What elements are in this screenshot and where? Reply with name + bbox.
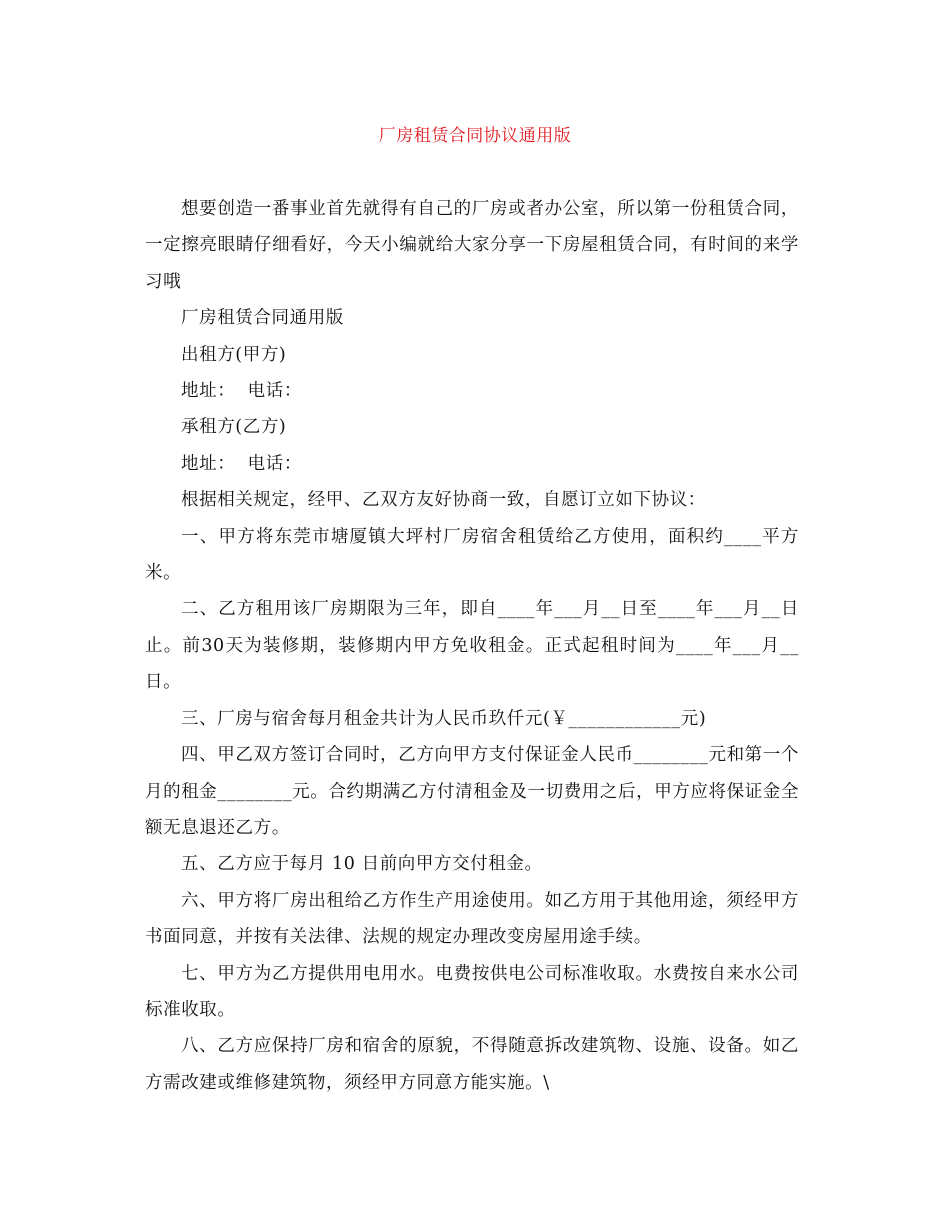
clause-1: 一、甲方将东莞市塘厦镇大坪村厂房宿舍租赁给乙方使用，面积约____平方米。 bbox=[145, 526, 799, 584]
party-b-label: 承租方(乙方) bbox=[181, 417, 287, 438]
clause-6: 六、甲方将厂房出租给乙方作生产用途使用。如乙方用于其他用途，须经甲方书面同意，并按有关法律、法规的规定办理改变房屋用途手续。 bbox=[145, 890, 799, 948]
clause-7: 七、甲方为乙方提供用电用水。电费按供电公司标准收取。水费按自来水公司标准收取。 bbox=[145, 963, 799, 1020]
clause-4: 四、甲乙双方签订合同时，乙方向甲方支付保证金人民币________元和第一个月的租金________元。合约期满乙方付清租金及一切费用之后，甲方应将保证金全额无息退还乙方。 bbox=[145, 745, 799, 838]
document-title: 厂房租赁合同协议通用版 bbox=[378, 126, 572, 146]
clause-5: 五、乙方应于每月 10 日前向甲方交付租金。 bbox=[181, 854, 543, 875]
party-a-label: 出租方(甲方) bbox=[181, 344, 287, 365]
document-body bbox=[145, 191, 799, 1101]
contract-subtitle: 厂房租赁合同通用版 bbox=[181, 308, 344, 329]
clause-3: 三、厂房与宿舍每月租金共计为人民币玖仟元(￥____________元) bbox=[181, 708, 707, 729]
clause-2: 二、乙方租用该厂房期限为三年，即自____年___月__日至____年___月__日止。前30天为装修期，装修期内甲方免收租金。正式起租时间为____年___月__日。 bbox=[145, 599, 799, 693]
party-a-contact: 地址： 电话： bbox=[181, 381, 302, 402]
party-b-contact: 地址： 电话： bbox=[181, 453, 302, 474]
intro-paragraph: 想要创造一番事业首先就得有自己的厂房或者办公室，所以第一份租赁合同，一定擦亮眼睛仔细看好，今天小编就给大家分享一下房屋租赁合同，有时间的来学习哦 bbox=[145, 199, 799, 292]
clause-8: 八、乙方应保持厂房和宿舍的原貌，不得随意拆改建筑物、设施、设备。如乙方需改建或维修建筑物，须经甲方同意方能实施。\ bbox=[145, 1036, 799, 1093]
preamble-paragraph: 根据相关规定，经甲、乙双方友好协商一致，自愿订立如下协议： bbox=[181, 490, 706, 511]
